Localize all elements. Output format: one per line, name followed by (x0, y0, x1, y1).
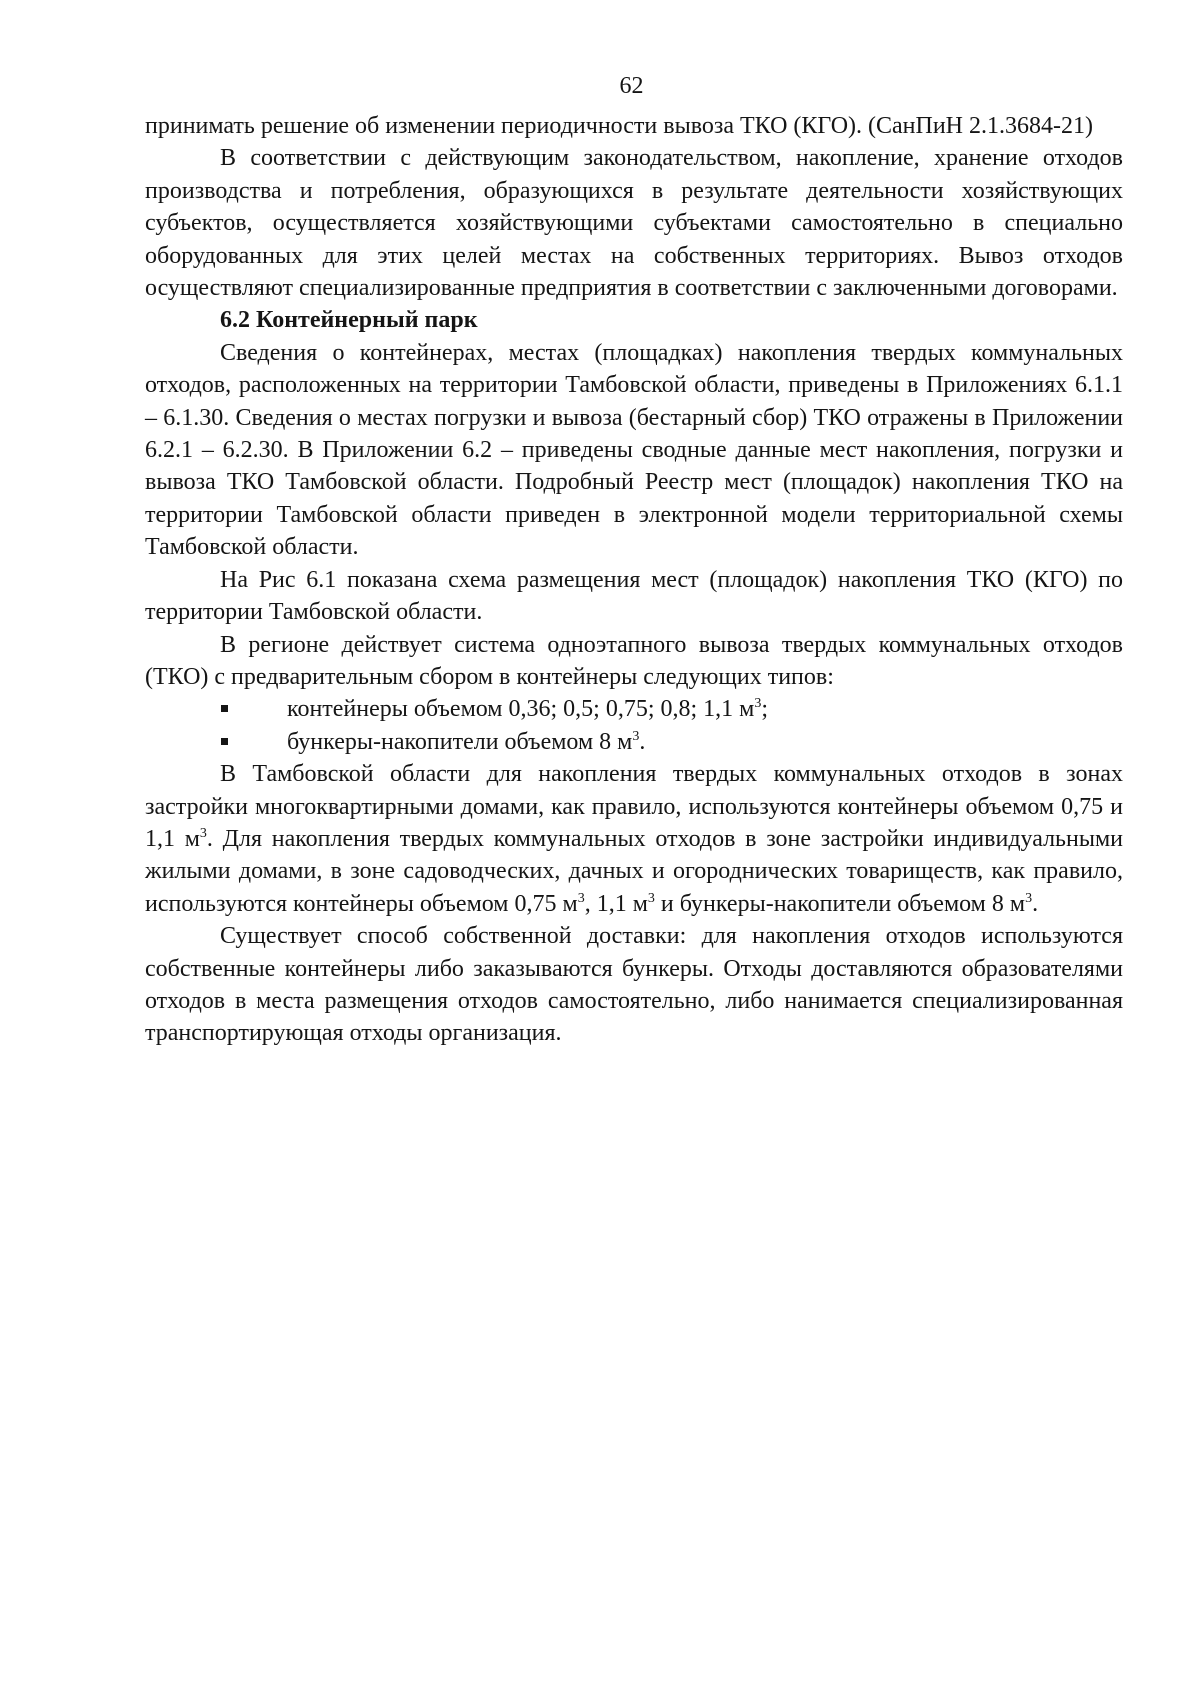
list-item-tail: ; (761, 696, 769, 723)
text-run: , 1,1 м (584, 890, 648, 917)
superscript: 3 (577, 890, 585, 906)
document-body (145, 110, 1123, 1050)
bullet-icon (221, 738, 228, 745)
paragraph-collection-system: В регионе действует система одноэтапного вывоза твердых коммунальных отходов (ТКО) с предварительным сбором в контейнеры следующих типов: (145, 631, 1123, 690)
paragraph-continuation: принимать решение об изменении периодичности вывоза ТКО (КГО). (СанПиН 2.1.3684-21) (145, 113, 1093, 139)
superscript: 3 (754, 696, 762, 712)
superscript: 3 (632, 728, 640, 744)
container-types-list (145, 693, 1123, 758)
list-item-tail: . (639, 728, 646, 755)
superscript: 3 (199, 825, 207, 841)
text-run: . (1032, 890, 1039, 917)
text-run: и бункеры-накопители объемом 8 м (654, 890, 1026, 917)
text-run: В Тамбовской области для накопления твердых коммунальных отходов в зонах застройки многоквартирными домами, как правило, используются контейнеры объемом 0,75 и 1,1 м (145, 761, 1123, 852)
section-heading: 6.2 Контейнерный парк (220, 307, 478, 334)
list-item (145, 693, 1123, 725)
paragraph-container-usage (145, 758, 1123, 920)
paragraph-self-delivery: Существует способ собственной доставки: для накопления отходов используются собственные контейнеры либо заказываются бункеры. Отходы доставляются образователями отходов в места размещения отходов самостоятельно, либо нанимается специализированная транспортирующая отходы организация. (145, 923, 1123, 1047)
paragraph-figure-reference: На Рис 6.1 показана схема размещения мест (площадок) накопления ТКО (КГО) по территории Тамбовской области. (145, 566, 1123, 626)
list-item-text: контейнеры объемом 0,36; 0,5; 0,75; 0,8; 1,1 м (287, 696, 755, 723)
superscript: 3 (1025, 890, 1033, 906)
page-number: 62 (619, 73, 644, 99)
list-item-text: бункеры-накопители объемом 8 м (287, 728, 633, 755)
list-item (145, 726, 1123, 758)
text-run: . Для накопления твердых коммунальных отходов в зоне застройки индивидуальными жилыми домами, в зоне садоводческих, дачных и огороднических товариществ, как правило, используются контейнеры объемом 0,75 м (145, 825, 1123, 917)
bullet-icon (221, 705, 228, 712)
paragraph-container-info: Сведения о контейнерах, местах (площадках) накопления твердых коммунальных отходов, расположенных на территории Тамбовской области, приведены в Приложениях 6.1.1 – 6.1.30. Сведения о местах погрузки и вывоза (бестарный сбор) ТКО отражены в Приложении 6.2.1 – 6.2.30. В Приложении 6.2 – приведены сводные данные мест накопления, погрузки и вывоза ТКО Тамбовской области. Подробный Реестр мест (площадок) накопления ТКО на территории Тамбовской области приведен в электронной модели территориальной схемы Тамбовской области. (145, 339, 1123, 561)
paragraph-legislation: В соответствии с действующим законодательством, накопление, хранение отходов производства и потребления, образующихся в результате деятельности хозяйствующих субъектов, осуществляется хозяйствующими субъектами самостоятельно в специально оборудованных для этих целей местах на собственных территориях. Вывоз отходов осуществляют специализированные предприятия в соответствии с заключенными договорами. (145, 145, 1123, 302)
superscript: 3 (647, 890, 655, 906)
